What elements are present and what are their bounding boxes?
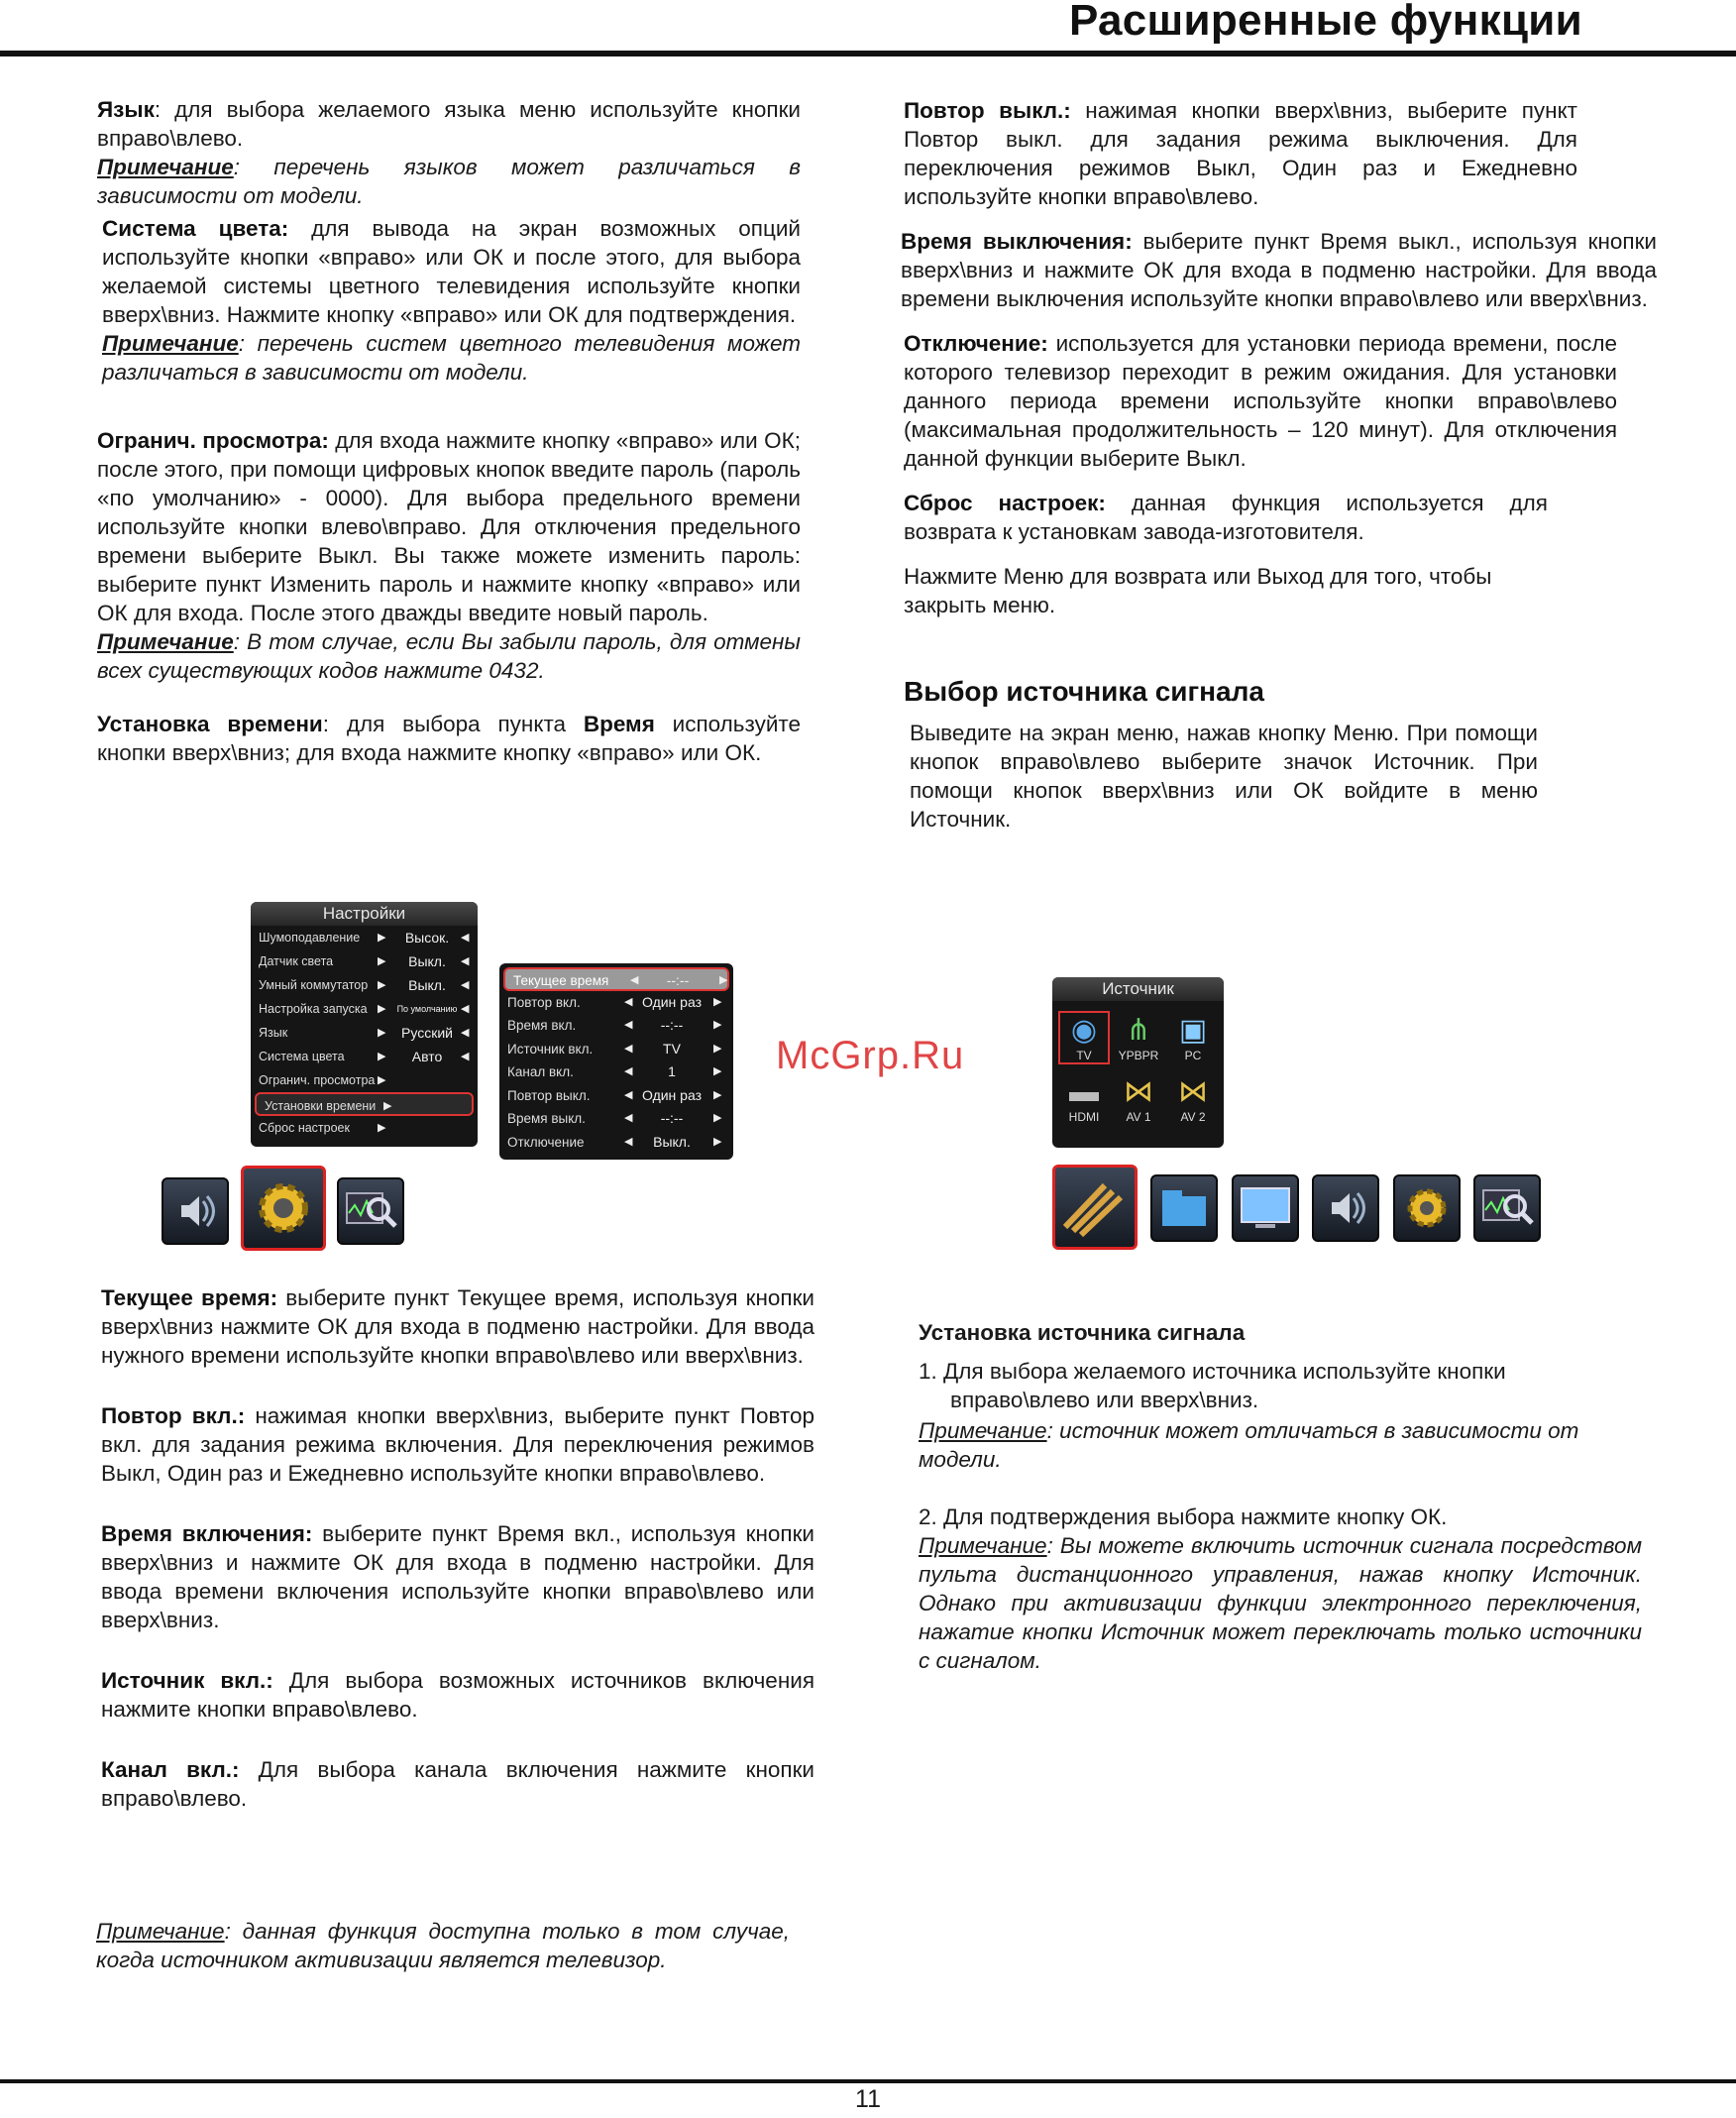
lang-paragraph: Язык: для выбора желаемого языка меню используйте кнопки вправо\влево. Примечание: перечень языков может различаться в зависимости от модели. (97, 97, 801, 208)
settings-row-label: Установки времени (265, 1099, 377, 1113)
page-number: 11 (855, 2085, 881, 2113)
source-item-label: AV 2 (1180, 1110, 1206, 1124)
time-row-label: Повтор вкл. (507, 994, 581, 1010)
right-column-top (901, 96, 1657, 834)
av-cable-icon: ⋈ (1124, 1075, 1153, 1108)
source-step-1b: вправо\влево или вверх\вниз. (950, 1388, 1259, 1412)
time-menu (499, 963, 733, 1160)
time-row-label: Время вкл. (507, 1018, 577, 1033)
sound-icon[interactable] (1312, 1174, 1379, 1242)
repeat-on-paragraph: Повтор вкл.: нажимая кнопки вверх\вниз, выберите пункт Повтор вкл. для задания режима включения. Для переключения режимов Выкл, Один раз и Ежедневно используйте кнопки вправо\влево. (101, 1403, 814, 1486)
hdmi-icon: ▬ (1069, 1075, 1099, 1108)
arrow-right-icon[interactable]: ▶ (378, 1051, 386, 1062)
arrow-right-icon[interactable]: ▶ (378, 932, 386, 944)
pc-icon: ▣ (1178, 1014, 1208, 1047)
arrow-right-icon[interactable]: ▶ (378, 979, 386, 991)
settings-row[interactable] (251, 1068, 478, 1092)
settings-row[interactable] (255, 1092, 474, 1116)
settings-row-label: Сброс настроек (259, 1121, 350, 1135)
top-rule (0, 51, 1736, 56)
arrow-left-icon[interactable]: ◀ (624, 1135, 633, 1148)
arrow-left-icon[interactable]: ◀ (624, 1065, 633, 1077)
settings-row[interactable] (251, 973, 478, 997)
arrow-right-icon[interactable]: ▶ (378, 955, 386, 967)
media-folder-icon[interactable] (1150, 1174, 1218, 1242)
arrow-left-icon[interactable]: ◀ (461, 1027, 470, 1039)
source-setup (919, 1318, 1642, 1675)
arrow-left-icon[interactable]: ◀ (624, 1112, 633, 1124)
settings-row[interactable] (251, 949, 478, 973)
time-row-value: Один раз (641, 993, 703, 1010)
sleep-paragraph: Отключение: используется для установки периода времени, после которого телевизор переходит в режим ожидания. Для установки данного периода времени используйте кнопки вправо\влево (максимальная продолжительность – 120 минут). Для отключения данной функции выберите Выкл. (904, 331, 1617, 471)
sound-menu-icon[interactable] (162, 1177, 229, 1245)
arrow-right-icon[interactable]: ▶ (713, 1135, 722, 1148)
arrow-left-icon[interactable]: ◀ (624, 1019, 633, 1031)
time-off-paragraph: Время выключения: выберите пункт Время выкл., используя кнопки вверх\вниз и нажмите ОК для входа в подменю настройки. Для ввода времени выключения используйте кнопки вправо\влево или вверх\вниз. (901, 229, 1657, 311)
arrow-right-icon[interactable]: ▶ (713, 1112, 722, 1124)
time-setup-paragraph: Установка времени: для выбора пункта Время используйте кнопки вверх\вниз; для входа нажмите кнопку «вправо» или ОК. (97, 712, 801, 765)
arrow-right-icon[interactable]: ▶ (713, 1088, 722, 1101)
time-row[interactable] (499, 1107, 733, 1131)
source-item[interactable] (1115, 1074, 1162, 1124)
bottom-rule (0, 2079, 1736, 2083)
time-row-label: Повтор выкл. (507, 1087, 591, 1103)
time-row-value: --:-- (666, 972, 690, 988)
settings-row-label: Язык (259, 1026, 288, 1040)
time-row[interactable] (499, 1038, 733, 1061)
search-channel-icon[interactable] (337, 1177, 404, 1245)
current-time-paragraph: Текущее время: выберите пункт Текущее время, используя кнопки вверх\вниз нажмите ОК для входа в подменю настройки. Для ввода нужного времени используйте кнопки вправо\влево или вверх\вниз. (101, 1285, 815, 1368)
source-intro-paragraph: Выведите на экран меню, нажав кнопку Меню. При помощи кнопок вправо\влево выберите значок Источник. При помощи кнопок вверх\вниз или ОК войдите в меню Источник. (910, 721, 1538, 832)
arrow-right-icon[interactable]: ▶ (378, 1122, 386, 1134)
source-setup-title: Установка источника сигнала (919, 1320, 1246, 1345)
settings-row[interactable] (251, 997, 478, 1021)
source-step-1: 1. Для выбора желаемого источника используйте кнопки (919, 1359, 1506, 1384)
arrow-right-icon[interactable]: ▶ (383, 1100, 392, 1112)
source-item-label: PC (1184, 1049, 1202, 1062)
time-row[interactable] (499, 1131, 733, 1155)
time-row[interactable] (499, 1084, 733, 1108)
arrow-right-icon[interactable]: ▶ (713, 1065, 722, 1077)
gear-icon[interactable] (1393, 1174, 1461, 1242)
source-item[interactable] (1060, 1013, 1108, 1062)
settings-menu-title: Настройки (251, 902, 478, 926)
settings-row-value: Выкл. (408, 977, 446, 993)
arrow-left-icon[interactable]: ◀ (624, 1088, 633, 1101)
watermark: McGrp.Ru (776, 1034, 965, 1077)
arrow-left-icon[interactable]: ◀ (624, 1042, 633, 1055)
arrow-right-icon[interactable]: ▶ (378, 1074, 386, 1086)
settings-menu (251, 902, 478, 1147)
time-row-value: 1 (668, 1063, 676, 1079)
arrow-left-icon[interactable]: ◀ (461, 932, 470, 944)
arrow-left-icon[interactable]: ◀ (461, 1051, 470, 1062)
menu-exit-paragraph: Нажмите Меню для возврата или Выход для того, чтобы закрыть меню. (904, 564, 1492, 617)
arrow-right-icon[interactable]: ▶ (713, 995, 722, 1008)
arrow-left-icon[interactable]: ◀ (624, 995, 633, 1008)
arrow-right-icon[interactable]: ▶ (713, 1019, 722, 1031)
component-cable-icon: ⋔ (1126, 1014, 1151, 1047)
time-on-paragraph: Время включения: выберите пункт Время вкл., используя кнопки вверх\вниз и нажмите ОК для входа в подменю настройки. Для ввода времени включения используйте кнопки вправо\влево или вверх\вниз. (101, 1521, 814, 1632)
source-note-1: Примечание: источник может отличаться в зависимости от модели. (919, 1418, 1579, 1472)
time-row[interactable] (499, 1060, 733, 1084)
settings-row-label: Система цвета (259, 1050, 345, 1063)
settings-row-label: Умный коммутатор (259, 978, 369, 992)
time-row-value: Один раз (641, 1086, 703, 1103)
time-row-value: Выкл. (653, 1133, 691, 1150)
settings-gear-icon[interactable] (241, 1166, 326, 1251)
settings-row-value: По умолчанию (396, 1004, 458, 1014)
time-row-value: --:-- (660, 1110, 684, 1126)
source-item[interactable] (1169, 1013, 1217, 1062)
arrow-right-icon[interactable]: ▶ (713, 1042, 722, 1055)
arrow-left-icon[interactable]: ◀ (461, 1003, 470, 1015)
source-menu-title: Источник (1052, 977, 1224, 1001)
repeat-off-paragraph: Повтор выкл.: нажимая кнопки вверх\вниз, выберите пункт Повтор выкл. для задания режима выключения. Для переключения режимов Выкл, Один раз и Ежедневно используйте кнопки вправо\влево. (904, 98, 1577, 209)
settings-row-value: Выкл. (408, 953, 446, 969)
source-section-title: Выбор источника сигнала (904, 676, 1264, 707)
time-row-label: Источник вкл. (507, 1041, 594, 1057)
arrow-left-icon[interactable]: ◀ (461, 979, 470, 991)
source-item-label: YPBPR (1118, 1049, 1159, 1062)
settings-row-label: Шумоподавление (259, 931, 361, 945)
color-paragraph: Система цвета: для вывода на экран возможных опций используйте кнопки «вправо» или ОК и после этого, для выбора желаемой системы цветного телевидения используйте кнопки вверх\вниз. Нажмите кнопку «вправо» или ОК для подтверждения. Примечание: перечень систем цветного телевидения может различаться в зависимости от модели. (102, 216, 801, 385)
time-row[interactable] (499, 991, 733, 1015)
left-column-top (97, 95, 801, 767)
source-item[interactable] (1169, 1074, 1217, 1124)
page-title: Расширенные функции (1068, 0, 1582, 45)
channel-on-paragraph: Канал вкл.: Для выбора канала включения нажмите кнопки вправо\влево. (101, 1757, 814, 1811)
source-item[interactable] (1115, 1013, 1162, 1062)
source-item-label: AV 1 (1126, 1110, 1151, 1124)
time-row-value: TV (663, 1040, 681, 1057)
time-row-value: --:-- (660, 1017, 684, 1033)
source-step-2: 2. Для подтверждения выбора нажмите кнопку ОК. (919, 1505, 1448, 1529)
settings-row[interactable] (251, 1045, 478, 1068)
av-cable-icon: ⋈ (1178, 1075, 1208, 1108)
settings-row[interactable] (251, 926, 478, 949)
source-item-label: HDMI (1068, 1110, 1100, 1124)
arrow-right-icon[interactable]: ▶ (719, 974, 728, 986)
source-note-2: Примечание: Вы можете включить источник сигнала посредством пульта дистанционного управления, нажав кнопку Источник. Однако при активизации функции электронного переключения, нажатие кнопки Источник может переключать только источники с сигналом. (919, 1533, 1642, 1673)
left-column-bottom (101, 1283, 814, 1813)
arrow-right-icon[interactable]: ▶ (378, 1003, 386, 1015)
final-note: Примечание: данная функция доступна только в том случае, когда источником активизации является телевизор. (96, 1919, 790, 1972)
time-row-label: Отключение (507, 1134, 585, 1150)
settings-row-label: Датчик света (259, 954, 334, 968)
time-row-label: Время выкл. (507, 1111, 586, 1126)
source-item-label: TV (1076, 1049, 1092, 1062)
time-row-label: Канал вкл. (507, 1064, 574, 1079)
settings-row[interactable] (251, 1021, 478, 1045)
time-row-label: Текущее время (513, 973, 609, 988)
arrow-left-icon[interactable]: ◀ (461, 955, 470, 967)
search-icon[interactable] (1473, 1174, 1541, 1242)
source-item[interactable] (1060, 1074, 1108, 1124)
source-menu (1052, 977, 1224, 1148)
settings-row-value: Авто (411, 1049, 443, 1064)
source-on-paragraph: Источник вкл.: Для выбора возможных источников включения нажмите кнопки вправо\влево. (101, 1668, 814, 1722)
settings-row-value: Русский (401, 1025, 453, 1041)
picture-menu-icon[interactable] (1232, 1174, 1299, 1242)
time-row[interactable] (503, 967, 729, 991)
settings-row[interactable] (251, 1116, 478, 1140)
arrow-right-icon[interactable]: ▶ (378, 1027, 386, 1039)
reset-paragraph: Сброс настроек: данная функция используется для возврата к установкам завода-изготовителя. (904, 491, 1548, 544)
settings-row-label: Настройка запуска (259, 1002, 368, 1016)
source-menu-icon[interactable] (1052, 1165, 1138, 1250)
tv-icon: ◉ (1070, 1014, 1098, 1047)
settings-row-label: Огранич. просмотра (259, 1073, 376, 1087)
settings-row-value: Высок. (404, 930, 450, 946)
arrow-left-icon[interactable]: ◀ (630, 974, 639, 986)
limit-paragraph: Огранич. просмотра: для входа нажмите кнопку «вправо» или ОК; после этого, при помощи цифровых кнопок введите пароль (пароль «по умолчанию» - 0000). Для выбора предельного времени используйте кнопки влево\вправо. Для отключения предельного времени выберите Выкл. Вы также можете изменить пароль: выберите пункт Изменить пароль и нажмите кнопку «вправо» или ОК для входа. После этого дважды введите новый пароль. Примечание: В том случае, если Вы забыли пароль, для отмены всех существующих кодов нажмите 0432. (97, 428, 801, 683)
time-row[interactable] (499, 1014, 733, 1038)
